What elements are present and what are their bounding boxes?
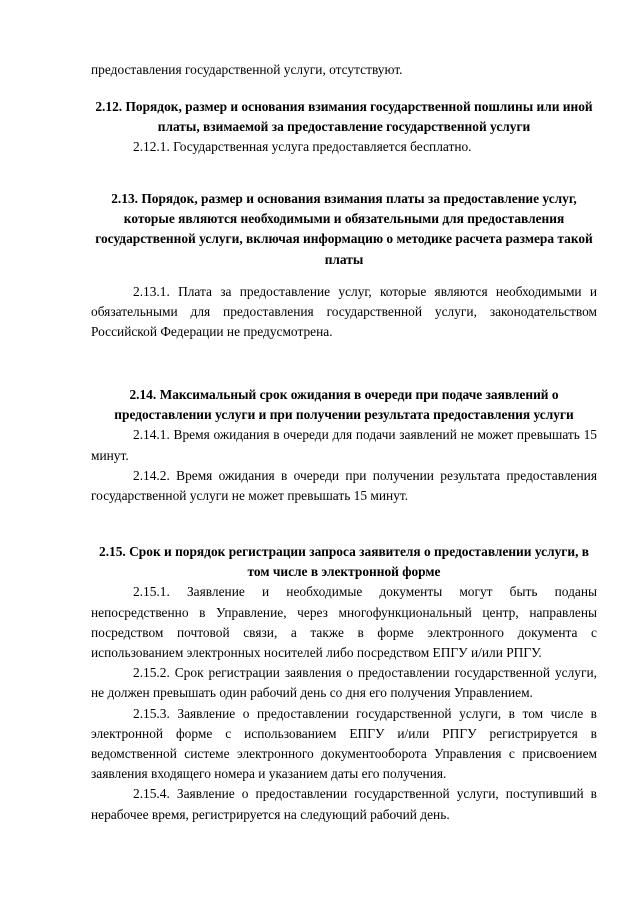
section-2-13-heading: 2.13. Порядок, размер и основания взимания платы за предоставление услуг, которые являются необходимыми и обязательными для предоставления государственной услуги, включая информацию о методике расчета размера такой платы xyxy=(95,191,593,267)
paragraph-2-14-2: 2.14.2. Время ожидания в очереди при получении результата предоставления государственной услуги не может превышать 15 минут. xyxy=(91,467,597,504)
paragraph-2-15-1: 2.15.1. Заявление и необходимые документы могут быть поданы непосредственно в Управление, через многофункциональный центр, направлены посредством почтовой связи, а также в форме электронного документа с использованием электронных носителей либо посредством ЕПГУ и/или РПГУ. xyxy=(91,584,597,661)
paragraph-2-15-4: 2.15.4. Заявление о предоставлении государственной услуги, поступивший в нерабочее время, регистрируется на следующий рабочий день. xyxy=(91,786,597,822)
paragraph-2-12-1: 2.12.1. Государственная услуга предоставляется бесплатно. xyxy=(133,139,472,155)
section-2-13 xyxy=(91,189,597,270)
section-2-13-body xyxy=(91,282,597,343)
paragraph-2-14-1: 2.14.1. Время ожидания в очереди для подачи заявлений не может превышать 15 минут. xyxy=(91,427,597,463)
section-2-15 xyxy=(91,542,597,825)
intro-block xyxy=(91,60,597,80)
section-2-14-heading: 2.14. Максимальный срок ожидания в очереди при подаче заявлений о предоставлении услуги и при получении результата предоставления услуги xyxy=(114,387,574,423)
paragraph-2-15-2: 2.15.2. Срок регистрации заявления о предоставлении государственной услуги, не должен превышать один рабочий день со дня его получения Управлением. xyxy=(91,665,597,701)
section-2-15-heading: 2.15. Срок и порядок регистрации запроса заявителя о предоставлении услуги, в том числе в электронной форме xyxy=(99,544,589,580)
section-2-14 xyxy=(91,385,597,506)
intro-fragment: предоставления государственной услуги, отсутствуют. xyxy=(91,62,403,77)
paragraph-2-15-3: 2.15.3. Заявление о предоставлении государственной услуги, в том числе в электронной форме с использованием ЕПГУ и/или РПГУ регистрируется в ведомственной системе электронного документооборота Управления с присвоением заявления входящего номера и указанием даты его получения. xyxy=(91,705,597,782)
paragraph-2-13-1: 2.13.1. Плата за предоставление услуг, которые являются необходимыми и обязательными для предоставления государственной услуги, законодательством Российской Федерации не предусмотрена. xyxy=(91,284,597,340)
section-2-12-heading: 2.12. Порядок, размер и основания взимания государственной пошлины или иной платы, взимаемой за предоставление государственной услуги xyxy=(95,99,593,135)
section-2-12 xyxy=(91,97,597,158)
